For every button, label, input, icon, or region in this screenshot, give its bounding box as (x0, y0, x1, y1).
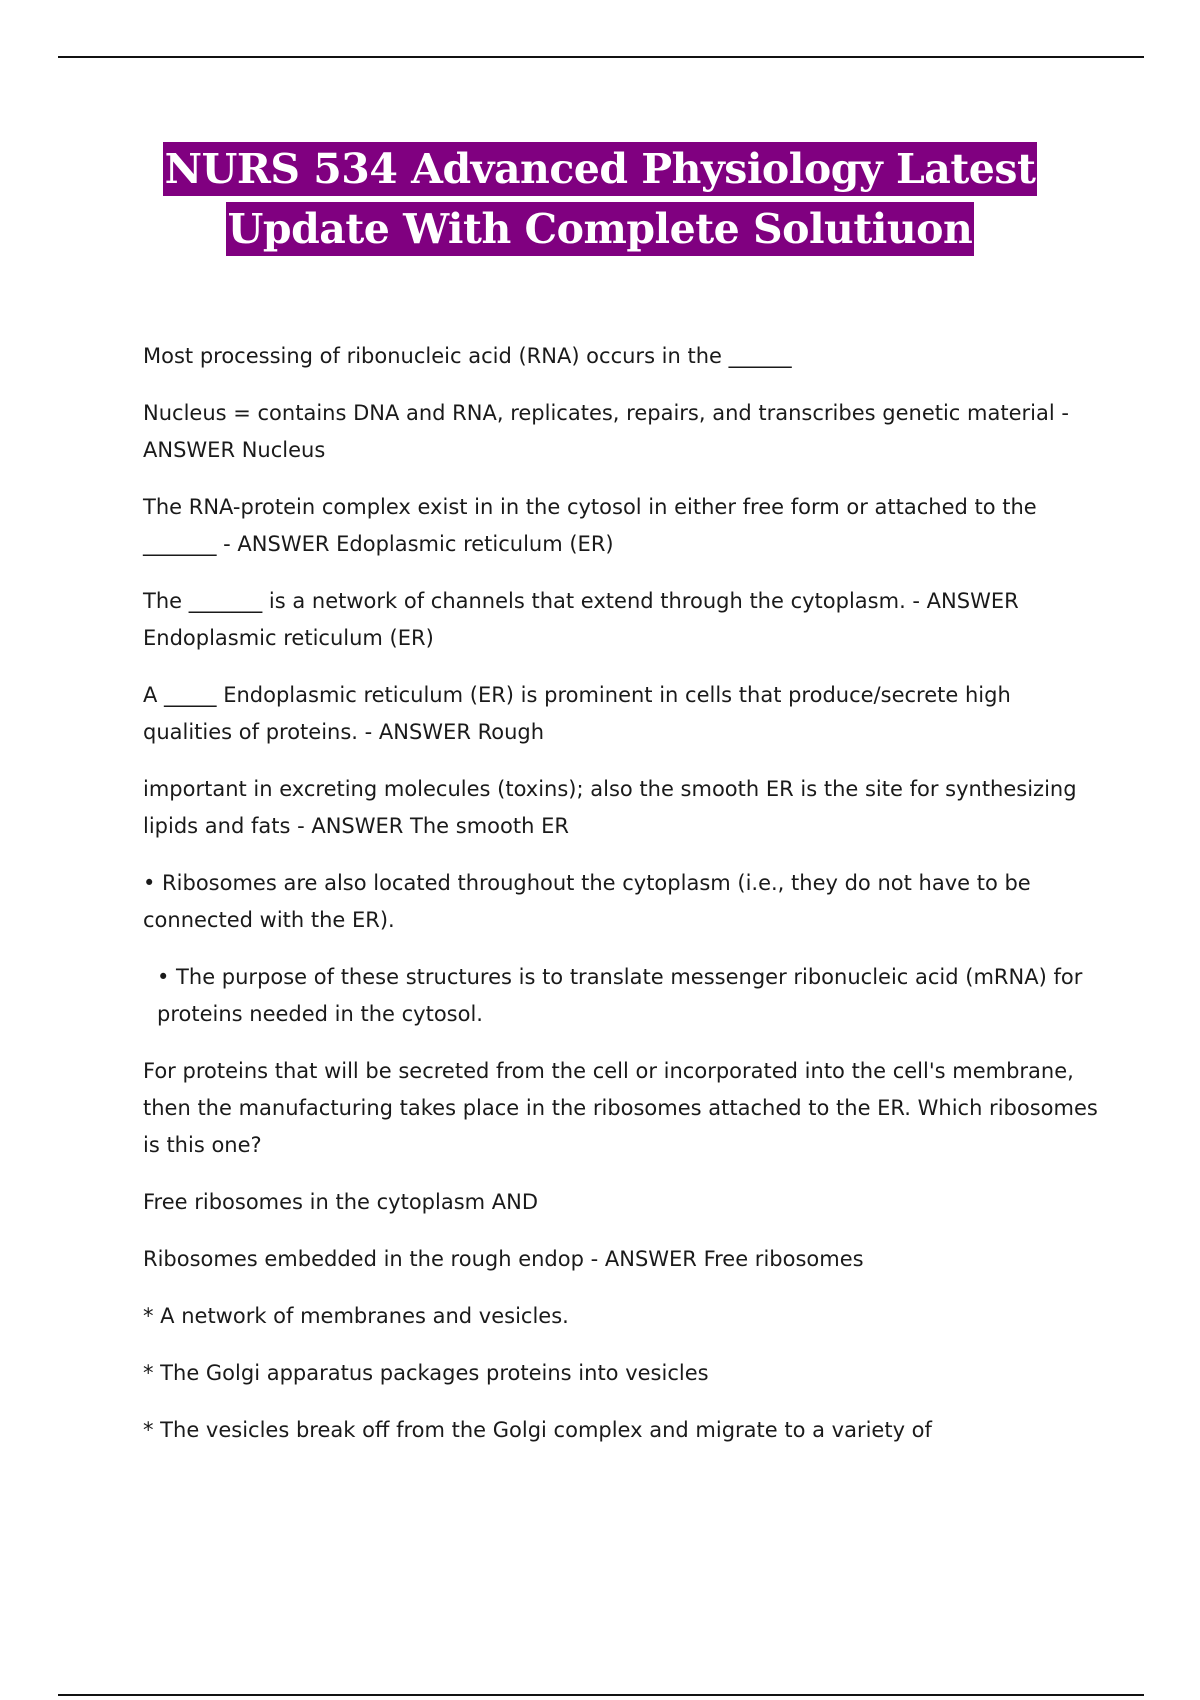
bottom-rule (58, 1694, 1144, 1696)
bullet-paragraph: • Ribosomes are also located throughout the cytoplasm (i.e., they do not have to be connected with the ER). (143, 871, 1031, 932)
top-rule (58, 56, 1144, 58)
paragraph: The _______ is a network of channels that extend through the cytoplasm. - ANSWER Endoplasmic reticulum (ER) (143, 589, 1019, 650)
paragraph: A _____ Endoplasmic reticulum (ER) is prominent in cells that produce/secrete high qualities of proteins. - ANSWER Rough (143, 683, 1011, 744)
title-line-1: NURS 534 Advanced Physiology Latest (163, 142, 1038, 196)
paragraph: important in excreting molecules (toxins); also the smooth ER is the site for synthesizing lipids and fats - ANSWER The smooth ER (143, 777, 1077, 838)
paragraph: Most processing of ribonucleic acid (RNA) occurs in the ______ (143, 344, 792, 368)
paragraph: * The vesicles break off from the Golgi complex and migrate to a variety of (143, 1418, 932, 1442)
title-line-2: Update With Complete Solutiuon (226, 202, 975, 256)
paragraph: * The Golgi apparatus packages proteins into vesicles (143, 1361, 709, 1385)
paragraph: Nucleus = contains DNA and RNA, replicates, repairs, and transcribes genetic material - ANSWER Nucleus (143, 401, 1069, 462)
paragraph: The RNA-protein complex exist in in the cytosol in either free form or attached to the _______ - ANSWER Edoplasmic reticulum (ER) (143, 495, 1037, 556)
document-title (0, 142, 1200, 256)
paragraph: Ribosomes embedded in the rough endop - ANSWER Free ribosomes (143, 1247, 864, 1271)
bullet-paragraph: • The purpose of these structures is to translate messenger ribonucleic acid (mRNA) for proteins needed in the cytosol. (157, 965, 1083, 1026)
paragraph: * A network of membranes and vesicles. (143, 1304, 569, 1328)
document-body (143, 338, 1103, 1469)
paragraph: Free ribosomes in the cytoplasm AND (143, 1190, 539, 1214)
paragraph: For proteins that will be secreted from the cell or incorporated into the cell's membrane, then the manufacturing takes place in the ribosomes attached to the ER. Which ribosomes is this one? (143, 1059, 1098, 1157)
